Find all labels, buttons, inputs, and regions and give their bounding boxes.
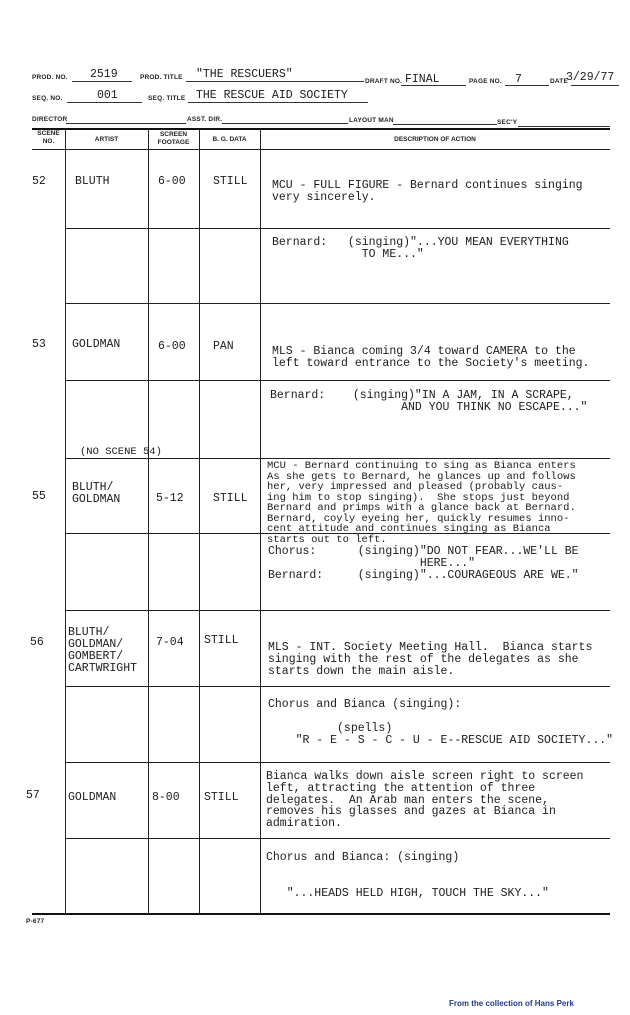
footage: 8-00 bbox=[152, 791, 180, 804]
artist: GOLDMAN bbox=[72, 338, 121, 351]
prod-no-label: PROD. NO. bbox=[32, 74, 68, 81]
prod-title-value: "THE RESCUERS" bbox=[196, 68, 293, 81]
bg-data: STILL bbox=[204, 634, 239, 647]
prod-title-label: PROD. TITLE bbox=[140, 74, 183, 81]
date-label: DATE bbox=[550, 78, 569, 85]
artist: BLUTH bbox=[75, 175, 110, 188]
description: MCU - FULL FIGURE - Bernard continues singing very sincerely. bbox=[272, 179, 583, 204]
description: Chorus: (singing)"DO NOT FEAR...WE'LL BE HERE..." Bernard: (singing)"...COURAGEOUS ARE WE." bbox=[268, 545, 579, 582]
description: Bernard: (singing)"IN A JAM, IN A SCRAPE, AND YOU THINK NO ESCAPE..." bbox=[270, 389, 588, 414]
bg-data: PAN bbox=[213, 340, 234, 353]
footage: 7-04 bbox=[156, 636, 184, 649]
scene-no: 53 bbox=[32, 338, 46, 351]
page-no-value: 7 bbox=[515, 73, 522, 86]
col-screen-footage: SCREEN FOOTAGE bbox=[157, 131, 190, 146]
bg-data: STILL bbox=[213, 492, 248, 505]
col-artist: ARTIST bbox=[94, 136, 119, 143]
director-label: DIRECTOR bbox=[32, 116, 68, 123]
layout-man-label: LAYOUT MAN bbox=[349, 117, 394, 124]
draft-no-value: FINAL bbox=[405, 73, 440, 86]
seq-no-label: SEQ. NO. bbox=[32, 95, 63, 102]
draft-no-label: DRAFT NO. bbox=[365, 78, 403, 85]
scene-no: 52 bbox=[32, 175, 46, 188]
bg-data: STILL bbox=[213, 175, 248, 188]
bg-data: STILL bbox=[204, 791, 239, 804]
date-value: 3/29/77 bbox=[566, 71, 615, 84]
description: MLS - INT. Society Meeting Hall. Bianca starts singing with the rest of the delegates as she starts down the main aisle. bbox=[268, 641, 593, 678]
secy-label: SEC'Y bbox=[497, 119, 518, 126]
description: Bernard: (singing)"...YOU MEAN EVERYTHING TO ME..." bbox=[272, 236, 569, 261]
col-bg-data: B. G. DATA bbox=[212, 136, 247, 143]
asst-dir-label: ASST. DIR. bbox=[187, 116, 223, 123]
description: MLS - Bianca coming 3/4 toward CAMERA to the left toward entrance to the Society's meeting. bbox=[272, 345, 590, 370]
col-description: DESCRIPTION OF ACTION bbox=[394, 136, 476, 143]
artist: GOLDMAN bbox=[68, 791, 117, 804]
seq-title-value: THE RESCUE AID SOCIETY bbox=[196, 89, 348, 102]
collection-credit: From the collection of Hans Perk bbox=[449, 999, 574, 1008]
footage: 6-00 bbox=[158, 175, 186, 188]
artist: BLUTH/ GOLDMAN/ GOMBERT/ CARTWRIGHT bbox=[68, 626, 138, 675]
scene-no: 55 bbox=[32, 490, 46, 503]
description: Chorus and Bianca (singing): (spells) "R - E - S - C - U - E--RESCUE AID SOCIETY..." bbox=[268, 698, 614, 747]
form-id: P-677 bbox=[26, 918, 45, 925]
artist: (NO SCENE 54) bbox=[80, 446, 162, 458]
footage: 6-00 bbox=[158, 340, 186, 353]
description: Chorus and Bianca: (singing) "...HEADS HELD HIGH, TOUCH THE SKY..." bbox=[266, 851, 549, 900]
seq-title-label: SEQ. TITLE bbox=[148, 95, 186, 102]
col-scene-no: SCENE NO. bbox=[37, 130, 60, 145]
artist: BLUTH/ GOLDMAN bbox=[72, 481, 121, 506]
prod-no-value: 2519 bbox=[90, 68, 118, 81]
page-no-label: PAGE NO. bbox=[469, 78, 502, 85]
description: MCU - Bernard continuing to sing as Bianca enters As she gets to Bernard, he glances up and follows her, very impressed and pleased (probably caus- ing him to stop singing). She stops just beyond Bernard and primps with a glance back at Bernard. Bernard, coyly eyeing her, quickly resumes inno- cent attitude and continues singing as Bianca starts out to left. bbox=[267, 460, 576, 546]
description: Bianca walks down aisle screen right to screen left, attracting the attention of three delegates. An Arab man enters the scene, removes his glasses and gazes at Bianca in admiration. bbox=[266, 770, 584, 831]
scene-no: 56 bbox=[30, 636, 44, 649]
scene-no: 57 bbox=[26, 789, 40, 802]
footage: 5-12 bbox=[156, 492, 184, 505]
seq-no-value: 001 bbox=[97, 89, 118, 102]
